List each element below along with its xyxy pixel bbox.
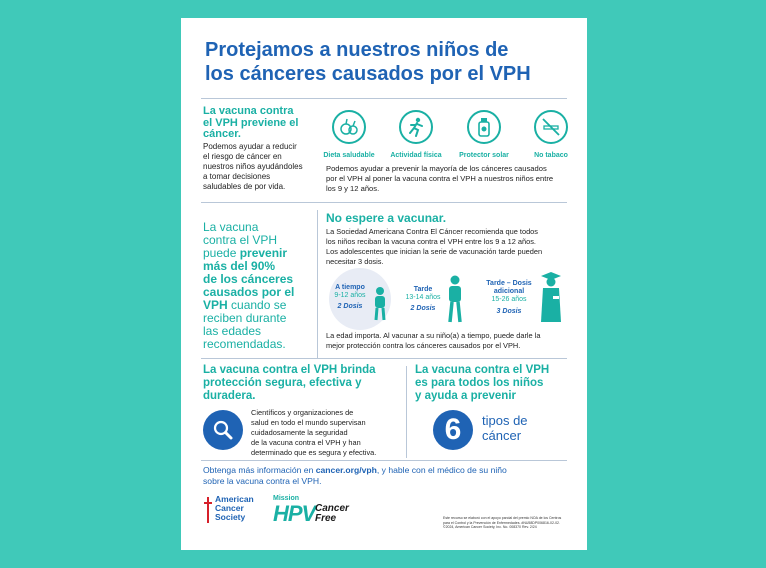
logo-text: Society [215, 512, 246, 522]
logo-text: Cancer [315, 503, 349, 514]
schedule-title: A tiempo [335, 284, 365, 291]
icon-label: Protector solar [459, 152, 509, 159]
statement-line: contra el VPH [203, 233, 278, 247]
body-line: los niños reciban la vacuna contra el VPH entre los 9 a 12 años. [326, 237, 536, 246]
sunscreen-bottle-icon [467, 110, 501, 144]
body-line: cuidadosamente la seguridad [251, 428, 348, 437]
statement-line: más del 90% [203, 259, 276, 273]
section1-body [203, 142, 328, 192]
heading-line: el VPH previene el [203, 116, 299, 129]
fine-line: Este recurso se elaboró con el apoyo parcial del premio NOA de los Centros [443, 516, 562, 520]
body-line: La Sociedad Americana Contra El Cáncer recomienda que todos [326, 227, 538, 236]
number-six-badge: 6 [433, 410, 473, 450]
heading-line: es para todos los niños [415, 377, 544, 389]
heading-line: duradera. [203, 390, 256, 402]
schedule-late [403, 286, 443, 313]
schedule-title: Tarde – Dosis [486, 280, 532, 287]
child-icon [371, 286, 389, 327]
body-line: el riesgo de cáncer en [203, 152, 282, 161]
section3-left-heading [203, 364, 403, 403]
statement-line: recomendadas. [203, 337, 286, 351]
body-line: por el VPH al poner la vacuna contra el VPH a nuestros niños entre [326, 174, 554, 183]
body-line: nuestros niños ayudándoles [203, 162, 303, 171]
divider [201, 202, 567, 203]
produce-icon [332, 110, 366, 144]
vertical-divider [406, 366, 407, 458]
info-line: sobre la vacuna contra el VPH. [203, 476, 322, 486]
schedule-doses: 3 Dosis [496, 308, 522, 315]
logo-text: Mission [273, 495, 300, 502]
no-smoking-icon [534, 110, 568, 144]
heading-line: La vacuna contra el VPH [415, 364, 550, 376]
fine-print [443, 516, 577, 530]
graduate-icon [537, 270, 563, 331]
cancer-types-text [482, 413, 528, 443]
text-line: tipos de [482, 413, 528, 428]
fine-line: para el Control y la Prevención de Enfermedades. #NU58DP006816-02-02. [443, 520, 560, 525]
section2-heading: No espere a vacunar. [326, 211, 447, 225]
logo-text: Cancer [215, 503, 244, 513]
logo-cancer-free [315, 504, 349, 524]
schedule-on-time [327, 284, 373, 311]
running-person-icon [399, 110, 433, 144]
schedule-ages: 13-14 años [405, 294, 441, 301]
page-title [205, 38, 565, 86]
logo-text: Free [315, 513, 337, 524]
vertical-divider [317, 210, 318, 358]
statement-line: de los cánceres [203, 272, 294, 286]
more-info-text [203, 465, 573, 487]
teen-icon [445, 274, 465, 329]
heading-line: La vacuna contra el VPH brinda [203, 364, 376, 376]
section1-icons-text [326, 164, 581, 194]
body-line: salud en todo el mundo supervisan [251, 418, 366, 427]
statement-line: puede prevenir [203, 246, 288, 260]
heading-line: protección segura, efectiva y [203, 377, 362, 389]
icon-label: No tabaco [534, 152, 568, 159]
text-line: cáncer [482, 428, 522, 443]
schedule-doses: 2 Dosis [410, 305, 436, 312]
body-line: Científicos y organizaciones de [251, 408, 354, 417]
body-line: Los adolescentes que inician la serie de vacunación tarde pueden [326, 247, 543, 256]
title-line-2: los cánceres causados por el VPH [205, 63, 531, 85]
schedule-title: Tarde [413, 286, 433, 293]
acs-wordmark [215, 495, 254, 522]
body-line: determinado que es segura y efectiva. [251, 448, 377, 457]
body-line: saludables de por vida. [203, 182, 286, 191]
statement-line: causados por el [203, 285, 295, 299]
magnifier-icon [203, 410, 243, 450]
section2-left-text [203, 221, 313, 351]
body-line: Podemos ayudar a reducir [203, 142, 297, 151]
flyer-page [181, 18, 587, 550]
acs-logo [203, 495, 283, 525]
info-line: Obtenga más información en cancer.org/vph, y hable con el médico de su niño [203, 465, 507, 475]
schedule-ages: 15-26 años [491, 296, 527, 303]
divider [201, 98, 567, 99]
acs-sword-icon [203, 497, 213, 523]
body-line: los 9 y 12 años. [326, 184, 380, 193]
mission-hpv-logo [273, 495, 363, 529]
divider [201, 460, 567, 461]
section2-footer [326, 331, 581, 351]
cancer-org-link[interactable]: cancer.org/vph [315, 465, 377, 475]
icon-label: Actividad física [390, 152, 442, 159]
body-line: La edad importa. Al vacunar a su niño(a) a tiempo, puede darle la [326, 331, 541, 340]
schedule-title: adicional [493, 288, 525, 295]
section3-left-body [251, 408, 401, 458]
section1-heading [203, 106, 323, 141]
fine-line: ©2024, American Cancer Society, Inc. No. 008370 Rev. 2/24 [443, 525, 537, 529]
body-line: de la vacuna contra el VPH y han [251, 438, 361, 447]
statement-line: VPH cuando se [203, 298, 287, 312]
schedule-late-extra [481, 280, 537, 316]
section3-right-heading [415, 364, 585, 403]
statement-line: las edades [203, 324, 262, 338]
divider [201, 358, 567, 359]
icon-label: Dieta saludable [323, 152, 375, 159]
heading-line: cáncer. [203, 128, 241, 140]
logo-text: American [215, 494, 254, 504]
body-line: a tomar decisiones [203, 172, 271, 181]
body-line: necesitar 3 dosis. [326, 257, 384, 266]
logo-hpv-text: HPV [273, 501, 316, 526]
schedule-doses: 2 Dosis [337, 303, 363, 310]
section2-body [326, 227, 581, 267]
schedule-ages: 9-12 años [334, 292, 366, 299]
title-line-1: Protejamos a nuestros niños de [205, 39, 509, 61]
statement-line: La vacuna [203, 220, 259, 234]
statement-line: reciben durante [203, 311, 287, 325]
heading-line: La vacuna contra [203, 105, 294, 117]
body-line: mejor protección contra los cánceres causados por el VPH. [326, 341, 521, 350]
body-line: Podemos ayudar a prevenir la mayoría de los cánceres causados [326, 164, 547, 173]
heading-line: y ayuda a prevenir [415, 390, 516, 402]
